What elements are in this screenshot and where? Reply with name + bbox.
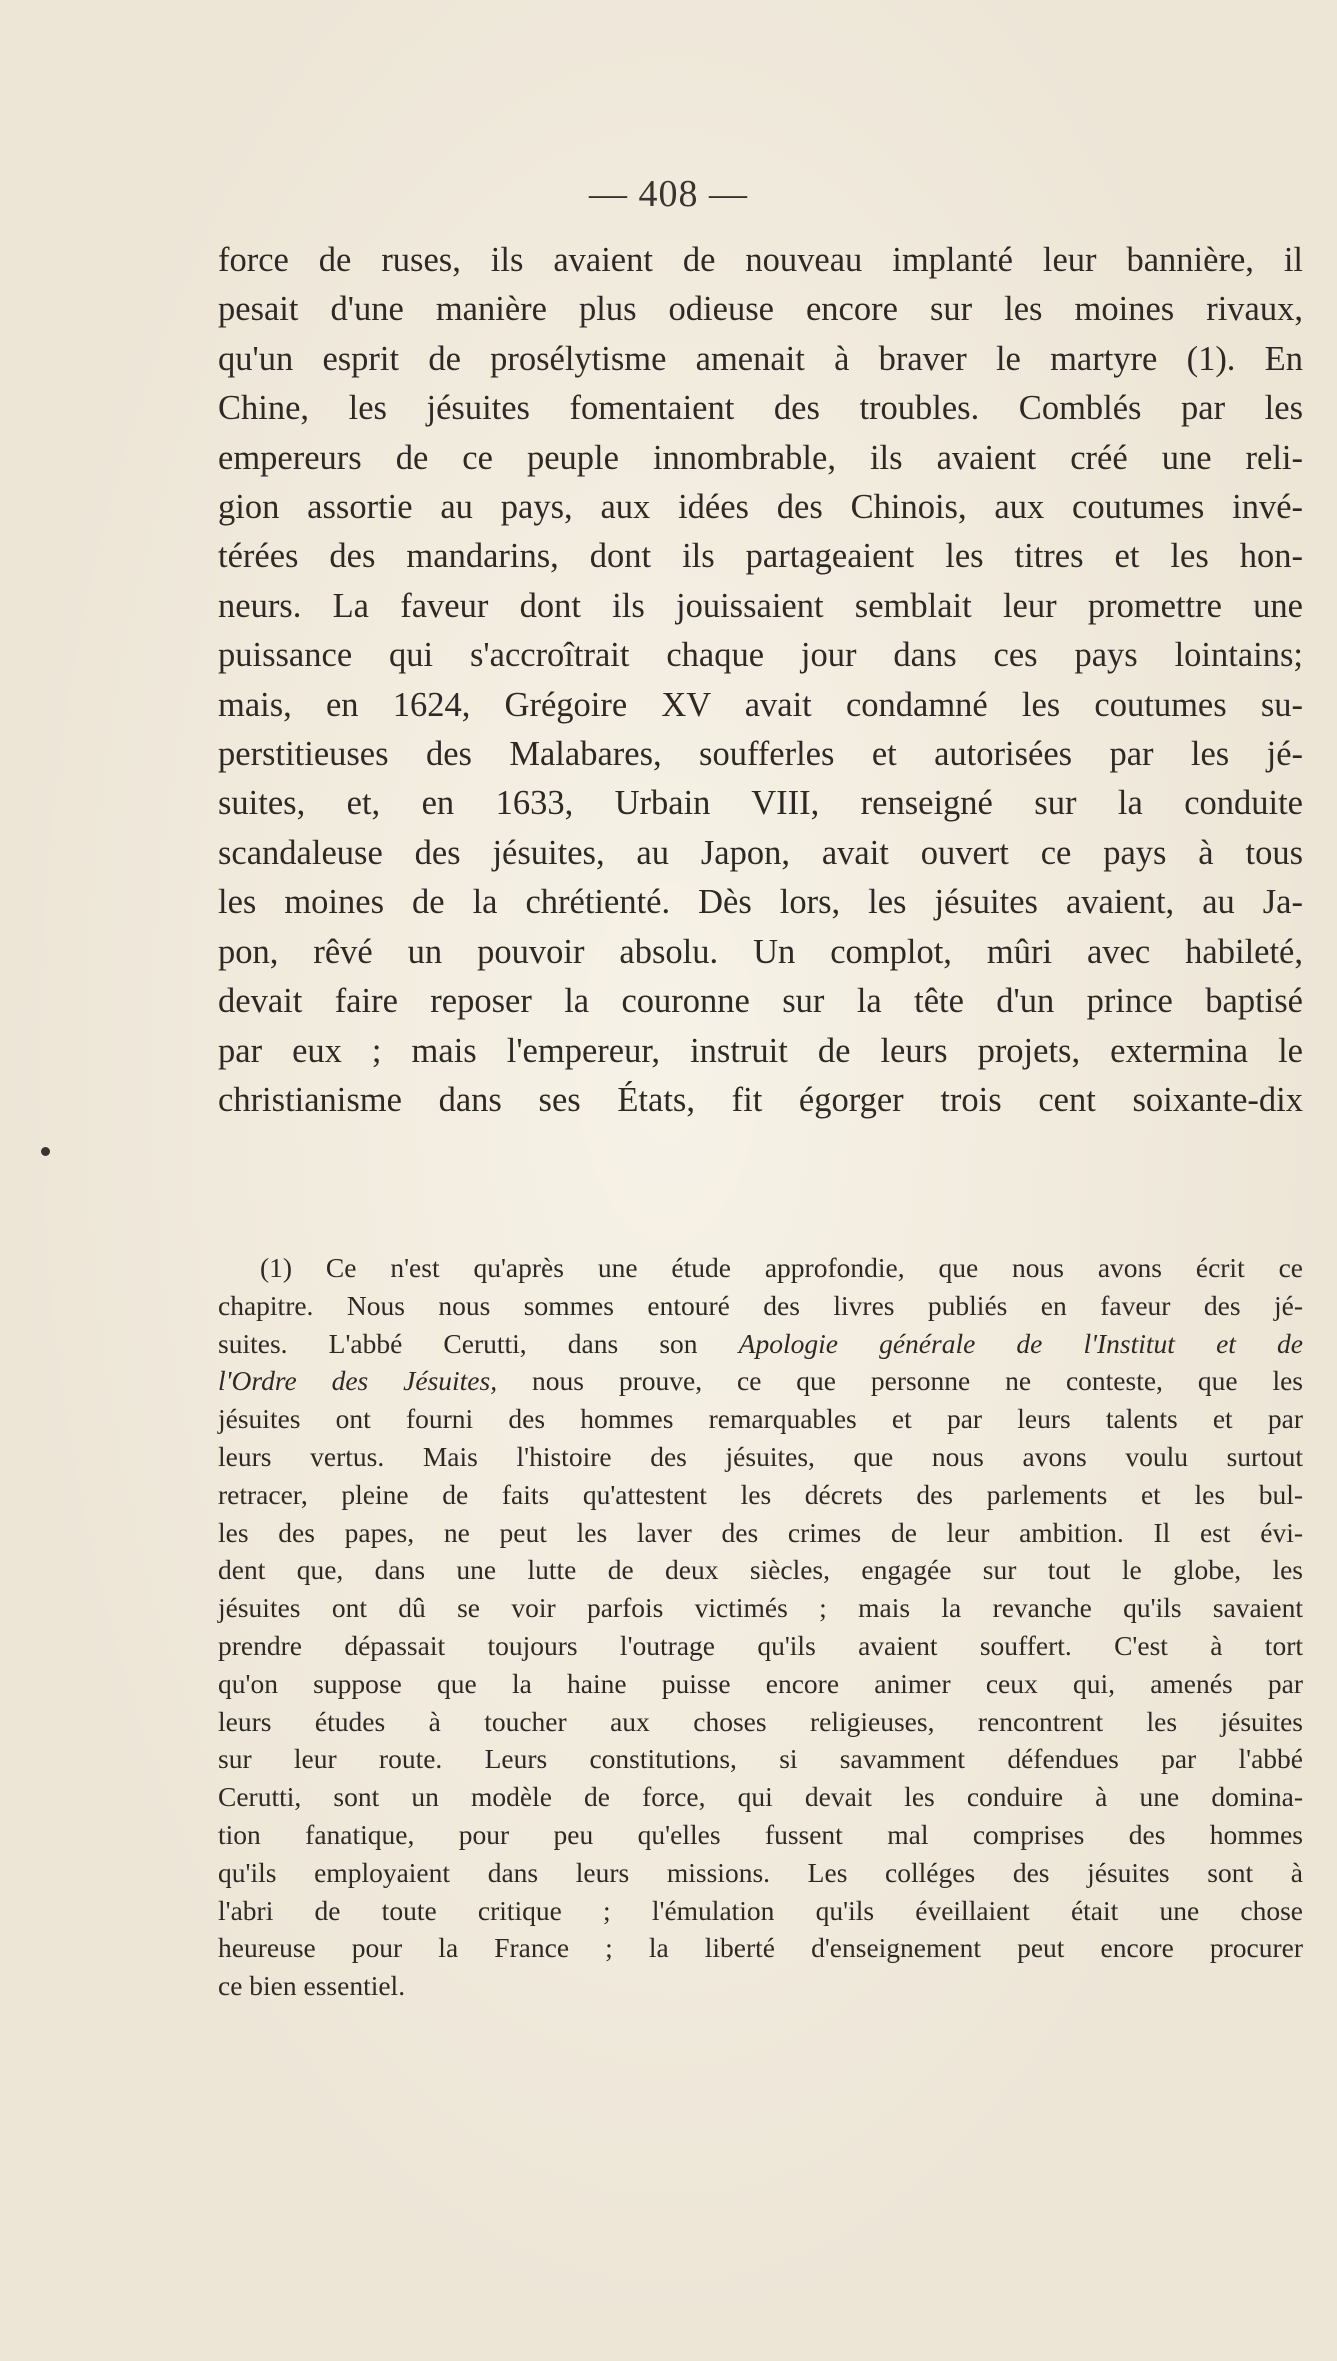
text-line: puissance qui s'accroîtrait chaque jour dans ces pays lointains; xyxy=(218,636,1303,675)
text-line: par eux ; mais l'empereur, instruit de leurs projets, extermina le xyxy=(218,1031,1303,1070)
footnote-line xyxy=(218,1287,1303,1325)
text-line: devait faire reposer la couronne sur la tête d'un prince baptisé xyxy=(218,982,1303,1021)
footnote-title-italic: Apologie générale de l'Institut et de xyxy=(738,1327,1303,1359)
text-line: Chine, les jésuites fomentaient des troubles. Comblés par les xyxy=(218,389,1303,428)
main-text xyxy=(218,236,1303,1125)
text-line: pon, rêvé un pouvoir absolu. Un complot, mûri avec habileté, xyxy=(218,932,1303,971)
footnote-text: sur leur route. Leurs constitutions, si savamment défendues par l'abbé xyxy=(218,1743,1303,1775)
footnote-text: jésuites ont fourni des hommes remarquables et par leurs talents et par xyxy=(218,1403,1303,1435)
footnote-line xyxy=(218,1854,1303,1892)
footnote-text: leurs vertus. Mais l'histoire des jésuites, que nous avons voulu surtout xyxy=(218,1440,1303,1472)
footnote-line xyxy=(218,1249,1303,1287)
text-line: perstitieuses des Malabares, soufferles et autorisées par les jé- xyxy=(218,735,1303,774)
footnote-line xyxy=(218,1438,1303,1476)
text-line: christianisme dans ses États, fit égorger trois cent soixante-dix xyxy=(218,1080,1303,1119)
footnote-line xyxy=(218,1400,1303,1438)
footnote-text: l'abri de toute critique ; l'émulation qu'ils éveillaient était une chose xyxy=(218,1894,1303,1926)
footnote-text: qu'on suppose que la haine puisse encore animer ceux qui, amenés par xyxy=(218,1667,1303,1699)
text-line: neurs. La faveur dont ils jouissaient semblait leur promettre une xyxy=(218,586,1303,625)
text-line: mais, en 1624, Grégoire XV avait condamné les coutumes su- xyxy=(218,685,1303,724)
text-line: térées des mandarins, dont ils partageaient les titres et les hon- xyxy=(218,537,1303,576)
text-line: qu'un esprit de prosélytisme amenait à braver le martyre (1). En xyxy=(218,339,1303,378)
footnote-line xyxy=(218,1627,1303,1665)
footnote-text: heureuse pour la France ; la liberté d'enseignement peut encore procurer xyxy=(218,1932,1303,1964)
footnote-text: chapitre. Nous nous sommes entouré des livres publiés en faveur des jé- xyxy=(218,1289,1303,1321)
footnote-line xyxy=(218,1589,1303,1627)
footnote-line xyxy=(218,1514,1303,1552)
footnote-line xyxy=(218,1892,1303,1930)
footnote-text: leurs études à toucher aux choses religieuses, rencontrent les jésuites xyxy=(218,1705,1303,1737)
footnote-text: ce bien essentiel. xyxy=(218,1970,406,2002)
footnote-text: tion fanatique, pour peu qu'elles fussent mal comprises des hommes xyxy=(218,1818,1303,1850)
text-line: scandaleuse des jésuites, au Japon, avait ouvert ce pays à tous xyxy=(218,833,1303,872)
footnote-text: prendre dépassait toujours l'outrage qu'ils avaient souffert. C'est à tort xyxy=(218,1629,1303,1661)
footnote-line xyxy=(218,1929,1303,1967)
text-line: force de ruses, ils avaient de nouveau implanté leur bannière, il xyxy=(218,241,1303,279)
footnote-line xyxy=(218,1703,1303,1741)
footnote-title-italic: l'Ordre des Jésuites, xyxy=(218,1365,498,1397)
footnote-text: jésuites ont dû se voir parfois victimés ; mais la revanche qu'ils savaient xyxy=(218,1592,1303,1624)
footnote-text: Cerutti, sont un modèle de force, qui devait les conduire à une domina- xyxy=(218,1781,1303,1813)
footnote-text: dent que, dans une lutte de deux siècles, engagée sur tout le globe, les xyxy=(218,1554,1303,1586)
footnote-line xyxy=(218,1476,1303,1514)
margin-ink-dot xyxy=(41,1147,50,1156)
footnote-line xyxy=(218,1665,1303,1703)
page-number: — 408 — xyxy=(589,173,748,215)
footnote-line xyxy=(218,1362,1303,1400)
footnote-text: suites. L'abbé Cerutti, dans son xyxy=(218,1327,739,1359)
text-line: les moines de la chrétienté. Dès lors, les jésuites avaient, au Ja- xyxy=(218,883,1303,922)
footnote-text: les des papes, ne peut les laver des crimes de leur ambition. Il est évi- xyxy=(218,1516,1303,1548)
footnote-line xyxy=(218,1778,1303,1816)
footnote-line xyxy=(218,1967,1303,2005)
footnote-text: retracer, pleine de faits qu'attestent les décrets des parlements et les bul- xyxy=(218,1478,1303,1510)
footnote-text: nous prouve, ce que personne ne conteste, que les xyxy=(497,1365,1303,1397)
footnote-text: (1) Ce n'est qu'après une étude approfondie, que nous avons écrit ce xyxy=(260,1252,1303,1283)
text-line: suites, et, en 1633, Urbain VIII, renseigné sur la conduite xyxy=(218,784,1303,823)
footnote xyxy=(218,1249,1303,2005)
footnote-line xyxy=(218,1816,1303,1854)
footnote-line xyxy=(218,1325,1303,1363)
text-line: empereurs de ce peuple innombrable, ils avaient créé une reli- xyxy=(218,438,1303,477)
footnote-text: qu'ils employaient dans leurs missions. Les colléges des jésuites sont à xyxy=(218,1856,1303,1888)
footnote-line xyxy=(218,1740,1303,1778)
text-line: pesait d'une manière plus odieuse encore sur les moines rivaux, xyxy=(218,290,1303,329)
text-line: gion assortie au pays, aux idées des Chinois, aux coutumes invé- xyxy=(218,488,1303,527)
footnote-line xyxy=(218,1551,1303,1589)
